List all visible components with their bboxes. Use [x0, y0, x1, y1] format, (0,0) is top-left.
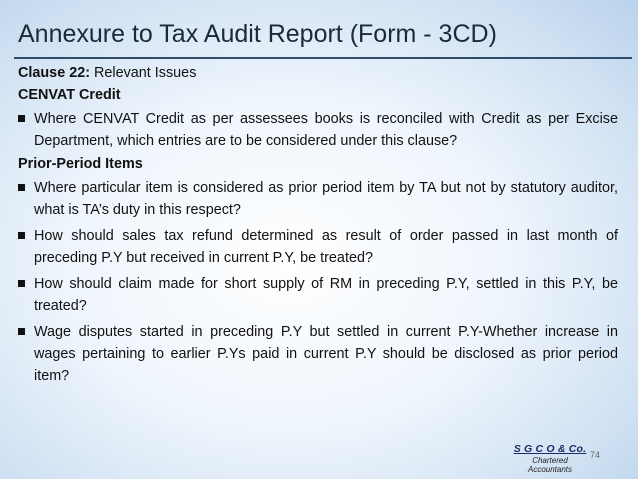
bullet-item [18, 108, 618, 152]
bullet-item [18, 177, 618, 221]
firm-logo [512, 443, 588, 474]
bullet-square-icon [18, 280, 25, 287]
page-number: 74 [590, 450, 601, 460]
clause-label: Clause 22: [18, 65, 90, 81]
slide-content [18, 62, 618, 387]
bullet-item [18, 321, 618, 387]
section-heading-prior-period: Prior-Period Items [18, 156, 143, 172]
section-heading-cenvat: CENVAT Credit [18, 87, 121, 103]
bullet-text: How should claim made for short supply of RM in preceding P.Y, settled in this P.Y, be treated? [34, 276, 618, 314]
title-divider [14, 57, 632, 59]
bullet-text: Where CENVAT Credit as per assessees books is reconciled with Credit as per Excise Department, which entries are to be considered under this clause? [34, 111, 618, 149]
bullet-square-icon [18, 184, 25, 191]
firm-name: S G C O & Co. [513, 443, 587, 455]
bullet-text: How should sales tax refund determined as result of order passed in last month of preceding P.Y but received in current P.Y, be treated? [34, 228, 618, 266]
bullet-text: Wage disputes started in preceding P.Y but settled in current P.Y-Whether increase in wages pertaining to earlier P.Ys paid in current P.Y should be disclosed as prior period item? [34, 324, 618, 384]
bullet-square-icon [18, 328, 25, 335]
bullet-square-icon [18, 232, 25, 239]
bullet-item [18, 225, 618, 269]
bullet-item [18, 273, 618, 317]
clause-text: Relevant Issues [90, 65, 197, 81]
clause-line [18, 62, 618, 84]
slide-title: Annexure to Tax Audit Report (Form - 3CD) [18, 20, 497, 48]
bullet-text: Where particular item is considered as prior period item by TA but not by statutory auditor, what is TA’s duty in this respect? [34, 180, 618, 218]
firm-subtitle: Chartered Accountants [527, 456, 573, 474]
bullet-square-icon [18, 115, 25, 122]
